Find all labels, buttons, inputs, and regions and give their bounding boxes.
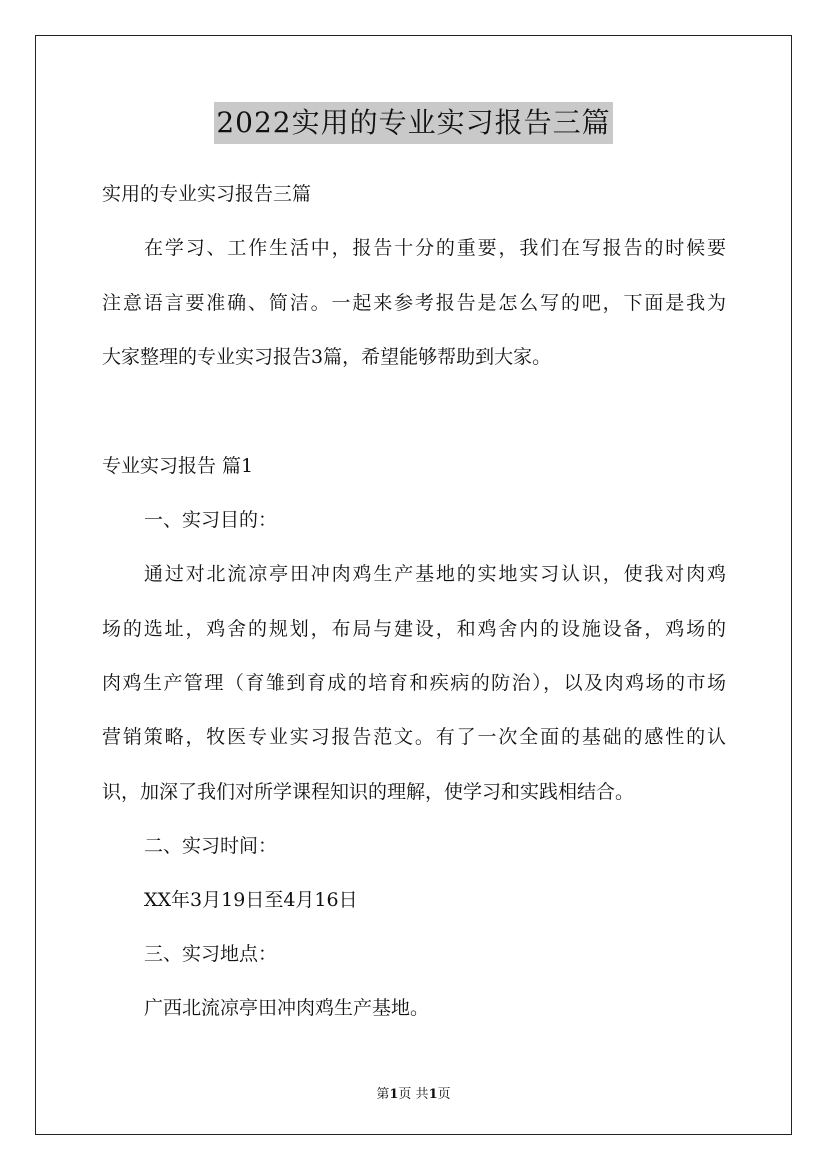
title-container [0,102,827,144]
page-number: 1 [389,1087,399,1102]
page-total: 1 [428,1087,438,1102]
purpose-line-5: 识，加深了我们对所学课程知识的理解，使学习和实践相结合。 [102,781,635,803]
place-value: 广西北流凉亭田冲肉鸡生产基地。 [144,997,430,1019]
intro-line-2: 注意语言要准确、简洁。一起来参考报告是怎么写的吧，下面是我为 [102,292,726,314]
page-mid: 页 共 [398,1087,429,1102]
intro-line-1: 在学习、工作生活中，报告十分的重要，我们在写报告的时候要 [144,237,726,259]
intro-line-3: 大家整理的专业实习报告3篇，希望能够帮助到大家。 [102,346,552,368]
document-title: 2022实用的专业实习报告三篇 [214,102,612,144]
purpose-line-3: 肉鸡生产管理（育雏到育成的培育和疾病的防治），以及肉鸡场的市场 [102,672,726,694]
purpose-heading: 一、实习目的： [144,509,278,531]
section-heading: 专业实习报告 篇1 [102,455,254,477]
subtitle: 实用的专业实习报告三篇 [102,183,312,205]
purpose-line-2: 场的选址，鸡舍的规划，布局与建设，和鸡舍内的设施设备，鸡场的 [102,618,726,640]
time-heading: 二、实习时间： [144,835,278,857]
purpose-line-1: 通过对北流凉亭田冲肉鸡生产基地的实地实习认识，使我对肉鸡 [144,563,726,585]
time-value: XX年3月19日至4月16日 [144,889,358,911]
page-footer [0,1083,827,1102]
purpose-line-4: 营销策略，牧医专业实习报告范文。有了一次全面的基础的感性的认 [102,726,726,748]
place-heading: 三、实习地点： [144,943,278,965]
page-suffix: 页 [437,1087,451,1102]
page-prefix: 第 [376,1087,390,1102]
